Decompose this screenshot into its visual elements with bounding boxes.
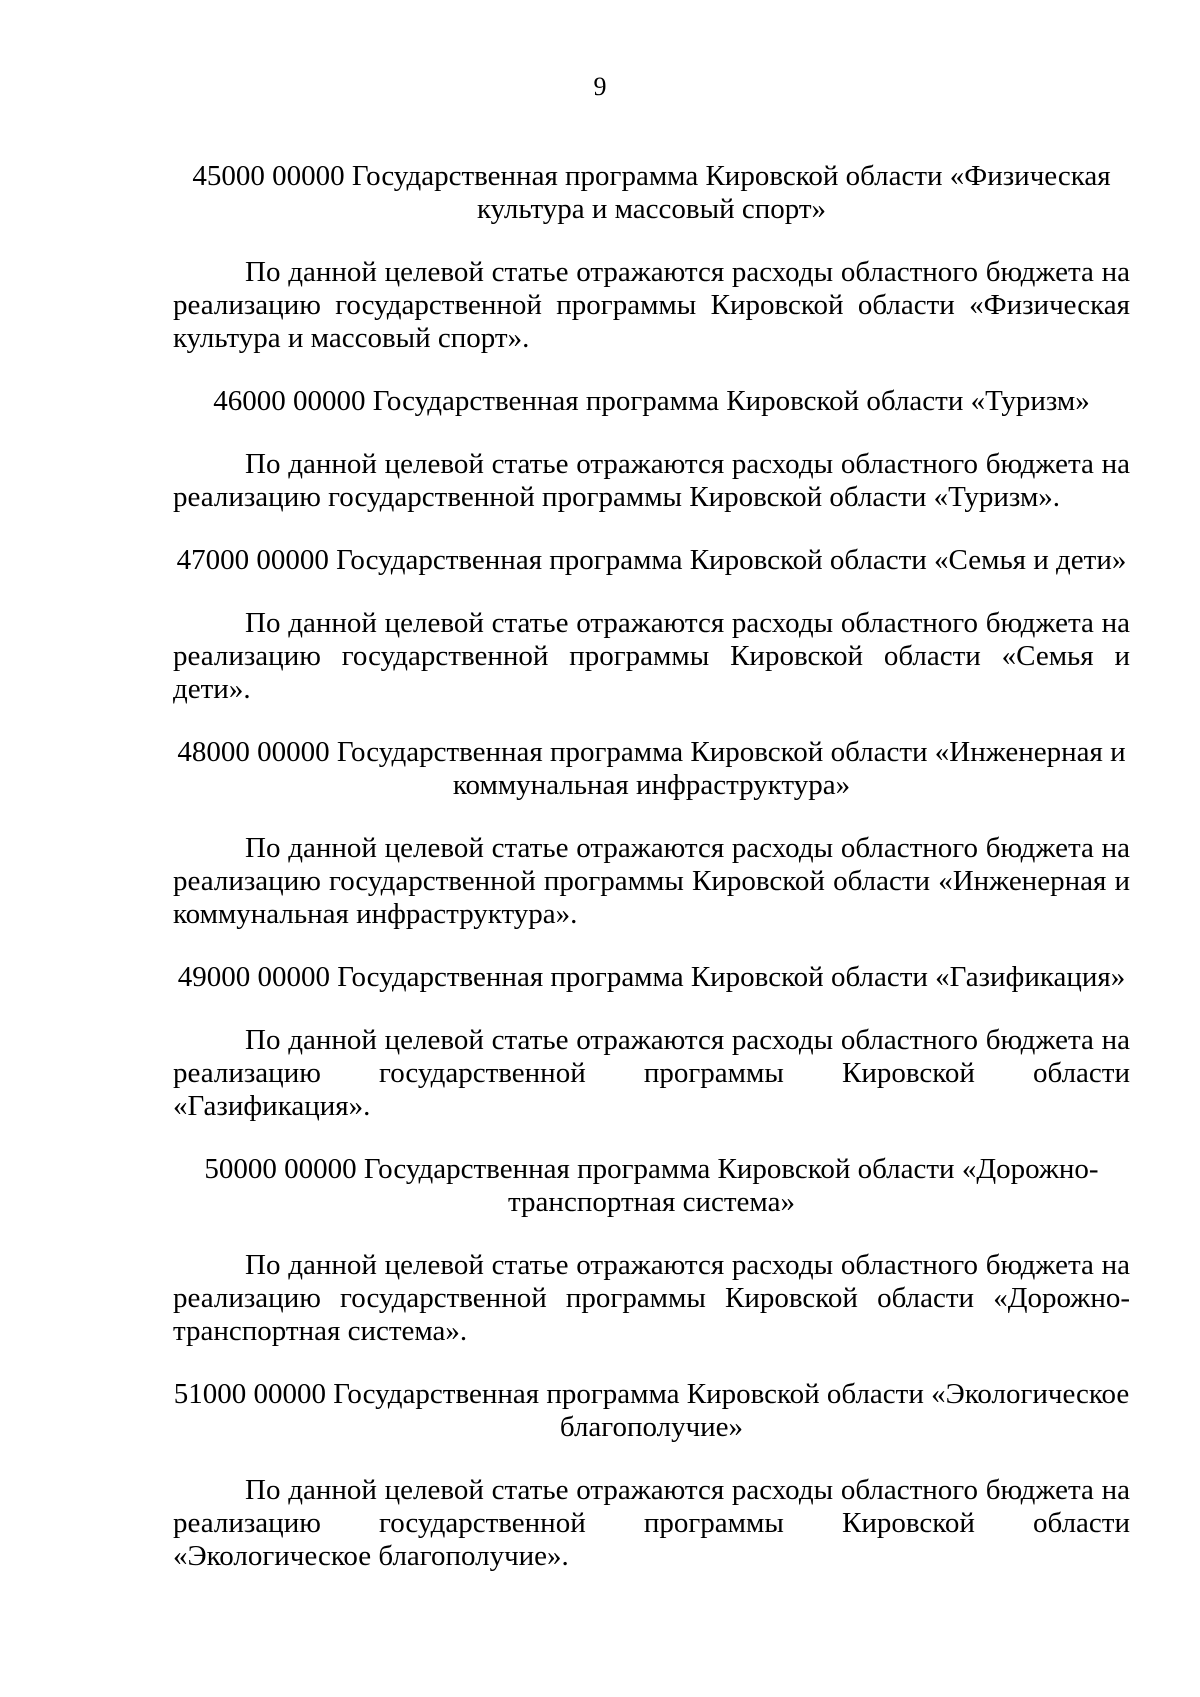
section-heading	[173, 385, 1130, 418]
section-paragraph: По данной целевой статье отражаются расходы областного бюджета на реализацию государственной программы Кировской области «Инженерная и коммунальная инфраструктура».	[173, 832, 1130, 930]
heading-line: 51000 00000 Государственная программа Кировской области «Экологическое	[173, 1378, 1130, 1410]
section-paragraph: По данной целевой статье отражаются расходы областного бюджета на реализацию государственной программы Кировской области «Дорожно-транспортная система».	[173, 1249, 1130, 1347]
heading-line: 49000 00000 Государственная программа Кировской области «Газификация»	[177, 961, 1126, 993]
section-51000	[173, 1378, 1130, 1573]
heading-line: культура и массовый спорт»	[476, 193, 827, 225]
page-number: 9	[593, 72, 607, 101]
section-heading	[173, 1378, 1130, 1444]
section-heading	[173, 544, 1130, 577]
heading-line: 45000 00000 Государственная программа Кировской области «Физическая	[192, 160, 1111, 192]
section-heading	[173, 1153, 1130, 1219]
heading-line: коммунальная инфраструктура»	[452, 769, 851, 801]
section-50000	[173, 1153, 1130, 1378]
section-48000	[173, 736, 1130, 961]
section-heading	[173, 961, 1130, 994]
section-47000	[173, 544, 1130, 736]
section-paragraph: По данной целевой статье отражаются расходы областного бюджета на реализацию государственной программы Кировской области «Газификация».	[173, 1024, 1130, 1122]
section-paragraph: По данной целевой статье отражаются расходы областного бюджета на реализацию государственной программы Кировской области «Физическая культура и массовый спорт».	[173, 256, 1130, 354]
section-heading	[173, 160, 1130, 226]
heading-line: транспортная система»	[508, 1186, 795, 1218]
section-heading	[173, 736, 1130, 802]
heading-line: 50000 00000 Государственная программа Кировской области «Дорожно-	[204, 1153, 1099, 1185]
section-paragraph: По данной целевой статье отражаются расходы областного бюджета на реализацию государственной программы Кировской области «Экологическое благополучие».	[173, 1474, 1130, 1572]
heading-line: благополучие»	[559, 1411, 744, 1443]
section-paragraph: По данной целевой статье отражаются расходы областного бюджета на реализацию государственной программы Кировской области «Семья и дети».	[173, 607, 1130, 705]
document-body	[173, 160, 1130, 1573]
heading-line: 47000 00000 Государственная программа Кировской области «Семья и дети»	[176, 544, 1127, 576]
section-46000	[173, 385, 1130, 544]
section-45000	[173, 160, 1130, 385]
section-paragraph: По данной целевой статье отражаются расходы областного бюджета на реализацию государственной программы Кировской области «Туризм».	[173, 448, 1130, 513]
heading-line: 48000 00000 Государственная программа Кировской области «Инженерная и	[177, 736, 1126, 768]
heading-line: 46000 00000 Государственная программа Кировской области «Туризм»	[213, 385, 1090, 417]
section-49000	[173, 961, 1130, 1153]
